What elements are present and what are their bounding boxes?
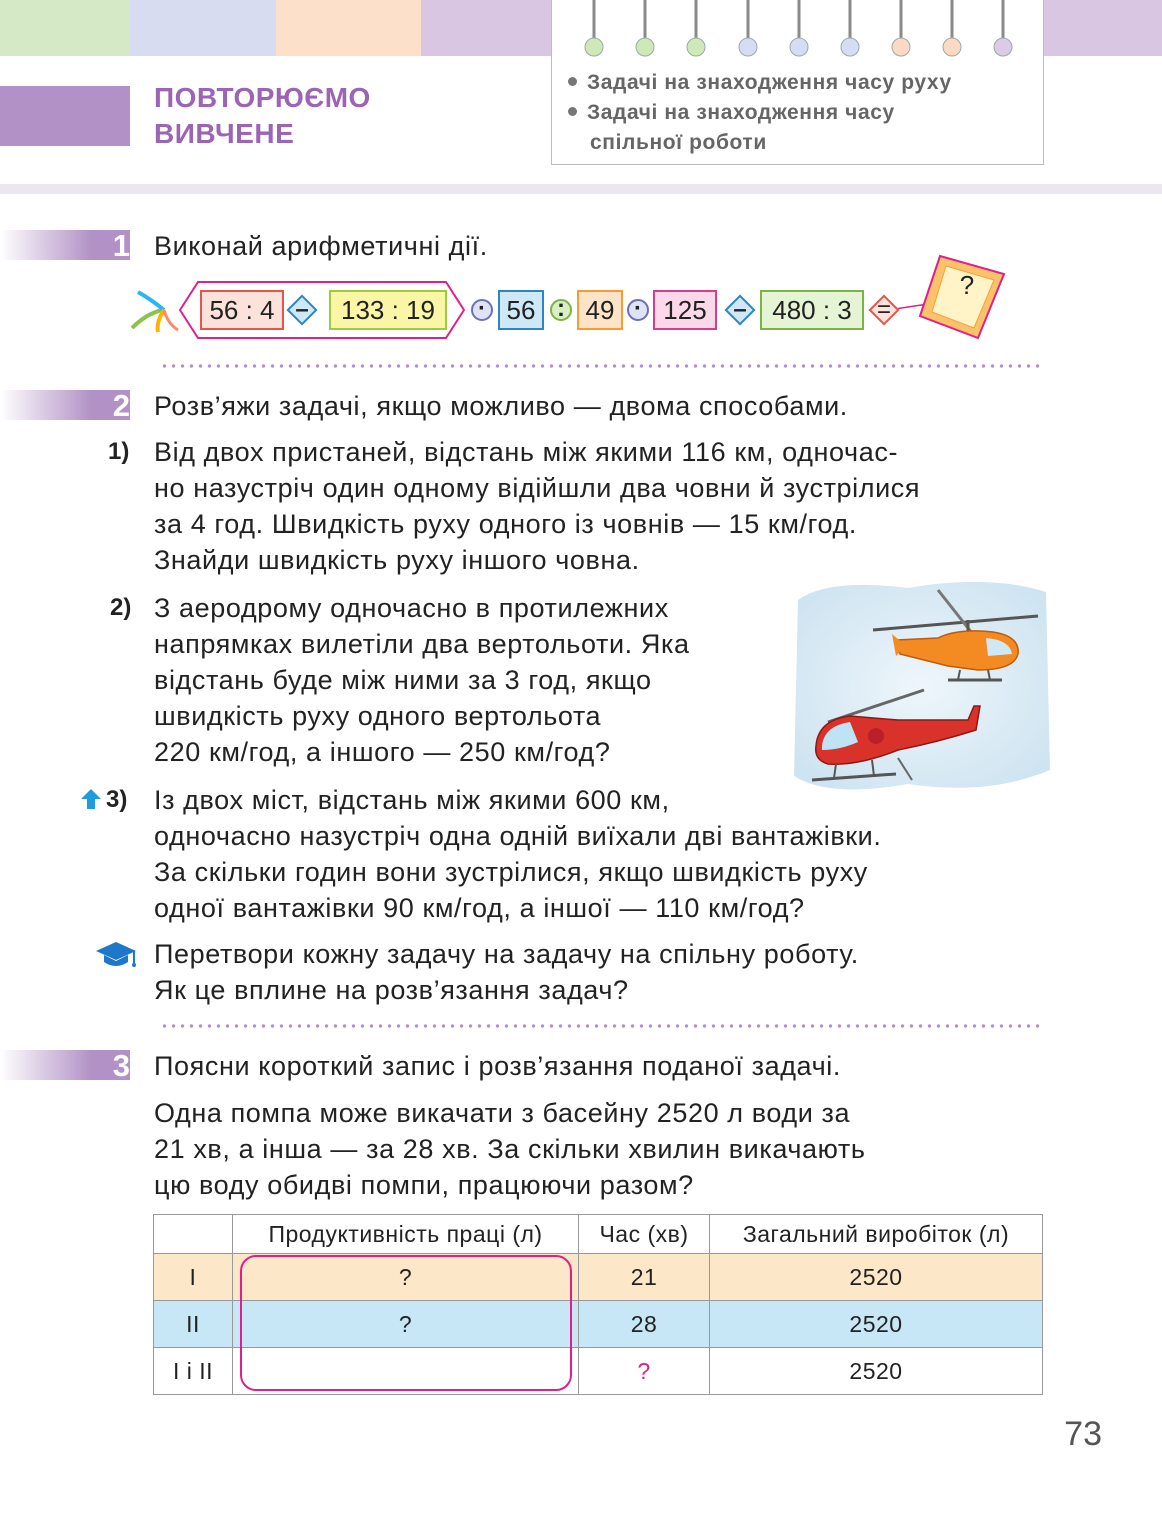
table-cell: 2520	[710, 1301, 1043, 1348]
section-title-line2: ВИВЧЕНЕ	[154, 118, 295, 149]
table-header-cell: Продуктивність праці (л)	[233, 1215, 579, 1254]
problem-3-line: одночасно назустріч одна одній виїхали дві вантажівки.	[154, 821, 882, 851]
table-cell: ?	[233, 1301, 579, 1348]
problem-1-line: Знайди швидкість руху іншого човна.	[154, 545, 640, 575]
problem-2-line: 220 км/год, а іншого — 250 км/год?	[154, 737, 611, 767]
task2-instruction: Розв’яжи задачі, якщо можливо — двома способами.	[154, 391, 848, 421]
problem-label: 1)	[108, 438, 130, 465]
task-number-tab	[0, 228, 130, 263]
chain-operator: –	[295, 296, 309, 323]
color-strip-blue	[130, 0, 276, 56]
spiral-binding-icon	[552, 0, 1045, 62]
task3-problem-line: Одна помпа може викачати з басейну 2520 л води за	[154, 1098, 851, 1128]
table-cell: 21	[579, 1254, 710, 1301]
problem-2-line: З аеродрому одночасно в протилежних	[154, 593, 669, 623]
table-header-cell	[154, 1215, 233, 1254]
chain-cell: 125	[653, 290, 717, 330]
topic-item-continuation: спільної роботи	[590, 131, 767, 154]
chain-operator: :	[557, 295, 565, 322]
dotted-divider	[160, 364, 1040, 368]
table-header-row	[154, 1215, 1043, 1254]
problem-3-line: одної вантажівки 90 км/год, а іншої — 110 км/год?	[154, 893, 805, 923]
chain-operator: ·	[634, 295, 642, 322]
problem-2-line: швидкість руху одного вертольота	[154, 701, 602, 731]
color-strip-green	[0, 0, 130, 56]
task-number-tab	[0, 388, 130, 423]
chain-cell: 56	[498, 290, 544, 330]
chain-operator: –	[733, 296, 747, 323]
header-divider	[0, 184, 1162, 194]
problem-label: 2)	[110, 594, 132, 621]
star-task-arrow-icon	[80, 788, 102, 810]
topics-notepad	[551, 0, 1044, 165]
table-cell: 28	[579, 1301, 710, 1348]
problem-label: 3)	[106, 786, 128, 813]
chain-cell: 49	[577, 290, 623, 330]
table-cell: II	[154, 1301, 233, 1348]
problem-3-line: За скільки годин вони зустрілися, якщо швидкість руху	[154, 857, 868, 887]
table-cell: ?	[579, 1348, 710, 1395]
problem-1-line: за 4 год. Швидкість руху одного із човнів — 15 км/год.	[154, 509, 857, 539]
helicopters-illustration	[788, 570, 1056, 802]
chain-result: ?	[959, 270, 975, 300]
table-cell: 2520	[710, 1254, 1043, 1301]
note-line: Перетвори кожну задачу на задачу на спільну роботу.	[154, 939, 859, 969]
table-header-cell: Загальний виробіток (л)	[710, 1215, 1043, 1254]
topic-item: Задачі на знаходження часу	[568, 98, 895, 128]
color-strip-peach	[276, 0, 421, 56]
table-header-cell: Час (хв)	[579, 1215, 710, 1254]
table-cell: I і II	[154, 1348, 233, 1395]
section-title-line1: ПОВТОРЮЄМО	[154, 82, 371, 113]
problem-2-line: відстань буде між ними за 3 год, якщо	[154, 665, 652, 695]
problem-3-line: Із двох міст, відстань між якими 600 км,	[154, 785, 670, 815]
table-cell: I	[154, 1254, 233, 1301]
dotted-divider	[160, 1024, 1040, 1028]
chain-cell: 133 : 19	[329, 290, 447, 330]
graduation-cap-icon	[94, 940, 138, 970]
task-number: 1	[112, 228, 130, 263]
productivity-highlight-frame	[240, 1255, 572, 1391]
chain-operator: ·	[478, 295, 486, 322]
task-number: 2	[112, 388, 130, 423]
chain-cell: 480 : 3	[760, 290, 864, 330]
problem-2-line: напрямках вилетіли два вертольоти. Яка	[154, 629, 690, 659]
section-tab	[0, 86, 130, 146]
task1-instruction: Виконай арифметичні дії.	[154, 231, 488, 261]
task3-instruction: Поясни короткий запис і розв’язання поданої задачі.	[154, 1051, 841, 1081]
table-cell: 2520	[710, 1348, 1043, 1395]
section-title	[154, 80, 371, 152]
topic-item: Задачі на знаходження часу руху	[568, 68, 952, 98]
page-number: 73	[1064, 1415, 1102, 1453]
table-cell: ?	[233, 1254, 579, 1301]
chain-cell: 56 : 4	[200, 290, 284, 330]
chain-operator: =	[876, 296, 891, 323]
task-number: 3	[112, 1048, 130, 1083]
task3-problem-line: цю воду обидві помпи, працюючи разом?	[154, 1170, 694, 1200]
note-line: Як це вплине на розв’язання задач?	[154, 975, 629, 1005]
problem-1-line: Від двох пристаней, відстань між якими 116 км, одночас-	[154, 437, 899, 467]
task-number-tab	[0, 1048, 130, 1083]
task3-problem-line: 21 хв, а інша — за 28 хв. За скільки хвилин викачають	[154, 1134, 866, 1164]
problem-1-line: но назустріч один одному відійшли два човни й зустрілися	[154, 473, 921, 503]
